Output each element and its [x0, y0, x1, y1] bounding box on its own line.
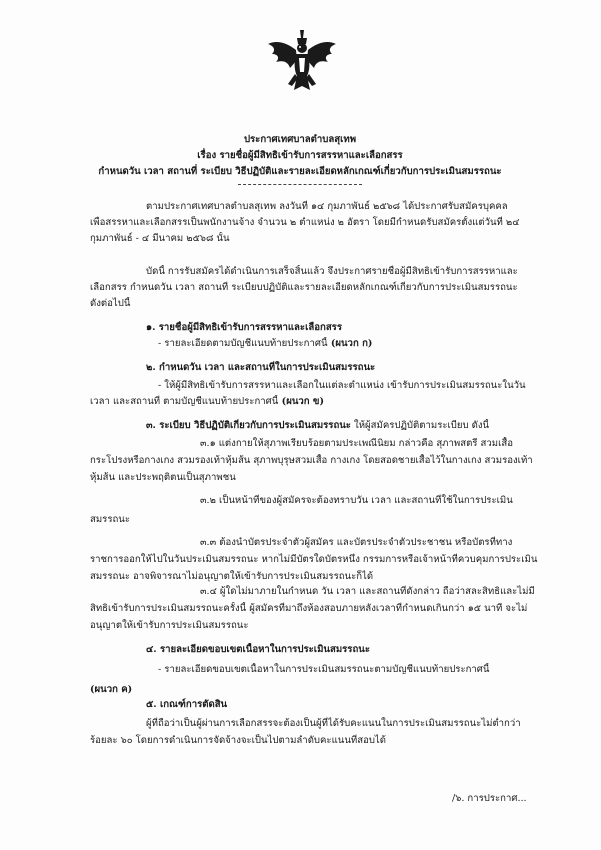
- section-2-text: เวลา และสถานที่ ตามบัญชีแนบท้ายประกาศนี้: [90, 396, 279, 407]
- section-1-text: - รายละเอียดตามบัญชีแนบท้ายประกาศนี้: [158, 338, 328, 349]
- para2-line-3: ดังต่อไปนี้: [90, 298, 131, 309]
- section-4-title: ๔. รายละเอียดขอบเขตเนื้อหาในการประเมินสมรรถนะ: [146, 644, 370, 655]
- section-2-line-1: - ให้ผู้มีสิทธิเข้ารับการสรรหาและเลือกในแต่ละตำแหน่ง เข้ารับการประเมินสมรรถนะในวัน: [158, 380, 526, 391]
- section-3-heading: ๓. ระเบียบ วิธีปฏิบัติเกี่ยวกับการประเมินสมรรถนะ: [146, 420, 351, 431]
- annex-c-ref: (ผนวก ค): [90, 684, 133, 695]
- item-3-3-line-2: ราชการออกให้ไปในวันประเมินสมรรถนะ หากไม่มีบัตรใดบัตรหนึ่ง กรรมการหรือเจ้าหน้าที่ควบคุมการประเมิน: [90, 554, 538, 565]
- section-2-line-2: [90, 395, 550, 408]
- para2-line-2: เลือกสรร กำหนดวัน เวลา สถานที่ ระเบียบปฏิบัติและรายละเอียดหลักเกณฑ์เกี่ยวกับการประเมินสมรรถนะ: [90, 282, 518, 293]
- annex-a-ref: (ผนวก ก): [327, 338, 373, 349]
- item-3-2-line-1: ๓.๒ เป็นหน้าที่ของผู้สมัครจะต้องทราบวัน เวลา และสถานที่ใช้ในการประเมิน: [200, 495, 513, 506]
- section-2-title: ๒. กำหนดวัน เวลา และสถานที่ในการประเมินสมรรถนะ: [146, 362, 376, 373]
- item-3-1-line-2: กระโปรงหรือกางเกง สวมรองเท้าหุ้มส้น สุภาพบุรุษสวมเสื้อ กางเกง โดยสอดชายเสื้อไว้ในกางเกง สวมรองเท้า: [90, 455, 533, 466]
- continuation-note: /๖. การประกาศ...: [452, 793, 527, 804]
- title-divider: [238, 184, 362, 185]
- subject-line: เรื่อง รายชื่อผู้มีสิทธิเข้ารับการสรรหาและเลือกสรร: [197, 150, 403, 161]
- section-5-line-2: ร้อยละ ๖๐ โดยการดำเนินการจัดจ้างจะเป็นไปตามลำดับคะแนนที่สอบได้: [90, 735, 386, 746]
- announcement-title: ประกาศเทศบาลตำบลสุเทพ: [243, 134, 357, 145]
- annex-b-ref: (ผนวก ข): [278, 396, 325, 407]
- item-3-2-line-2: สมรรถนะ: [90, 514, 131, 525]
- item-3-4-line-1: ๓.๔ ผู้ใดไม่มาภายในกำหนด วัน เวลา และสถานที่ดังกล่าว ถือว่าสละสิทธิและไม่มี: [200, 586, 535, 597]
- garuda-emblem-icon: [266, 28, 338, 94]
- section-5-line-1: ผู้ที่ถือว่าเป็นผู้ผ่านการเลือกสรรจะต้องเป็นผู้ที่ได้รับคะแนนในการประเมินสมรรถนะไม่ต่ำกว่า: [146, 718, 521, 729]
- section-5-title: ๕. เกณฑ์การตัดสิน: [146, 699, 228, 710]
- item-3-1-line-3: หุ้มส้น และประพฤติตนเป็นสุภาพชน: [90, 472, 236, 483]
- section-3-title: [146, 419, 601, 432]
- item-3-3-line-1: ๓.๓ ต้องนำบัตรประจำตัวผู้สมัคร และบัตรประจำตัวประชาชน หรือบัตรที่ทาง: [200, 537, 513, 548]
- para2-line-1: บัดนี้ การรับสมัครได้ดำเนินการเสร็จสิ้นแล้ว จึงประกาศรายชื่อผู้มีสิทธิเข้ารับการสรรหาและ: [146, 266, 518, 277]
- item-3-1-line-1: ๓.๑ แต่งกายให้สุภาพเรียบร้อยตามประเพณีนิยม กล่าวคือ สุภาพสตรี สวมเสื้อ: [200, 438, 513, 449]
- section-1-line-1: [158, 337, 601, 350]
- subject-detail-line: กำหนดวัน เวลา สถานที่ ระเบียบ วิธีปฏิบัติและรายละเอียดหลักเกณฑ์เกี่ยวกับการประเมินสมรรถนะ: [98, 166, 502, 177]
- item-3-4-line-3: อนุญาตให้เข้ารับการประเมินสมรรถนะ: [90, 620, 249, 631]
- intro-line-2: เพื่อสรรหาและเลือกสรรเป็นพนักงานจ้าง จำนวน ๒ ตำแหน่ง ๒ อัตรา โดยมีกำหนดรับสมัครตั้งแต่วันที่ ๒๔: [90, 217, 520, 228]
- section-1-title: ๑. รายชื่อผู้มีสิทธิเข้ารับการสรรหาและเลือกสรร: [146, 322, 342, 333]
- item-3-4-line-2: สิทธิเข้ารับการประเมินสมรรถนะครั้งนี้ ผู้สมัครที่มาถึงห้องสอบภายหลังเวลาที่กำหนดเกินกว่า ๑๕ นาที จะไม่: [90, 603, 528, 614]
- section-3-heading-rest: ให้ผู้สมัครปฏิบัติตามระเบียบ ดังนี้: [350, 420, 490, 431]
- item-3-3-line-3: สมรรถนะ อาจพิจารณาไม่อนุญาตให้เข้ารับการประเมินสมรรถนะก็ได้: [90, 571, 374, 582]
- intro-line-3: กุมภาพันธ์ - ๔ มีนาคม ๒๕๖๘ นั้น: [90, 233, 230, 244]
- section-4-line-1: - รายละเอียดขอบเขตเนื้อหาในการประเมินสมรรถนะตามบัญชีแนบท้ายประกาศนี้: [158, 664, 490, 675]
- intro-line-1: ตามประกาศเทศบาลตำบลสุเทพ ลงวันที่ ๑๔ กุมภาพันธ์ ๒๕๖๘ ได้ประกาศรับสมัครบุคคล: [146, 201, 508, 212]
